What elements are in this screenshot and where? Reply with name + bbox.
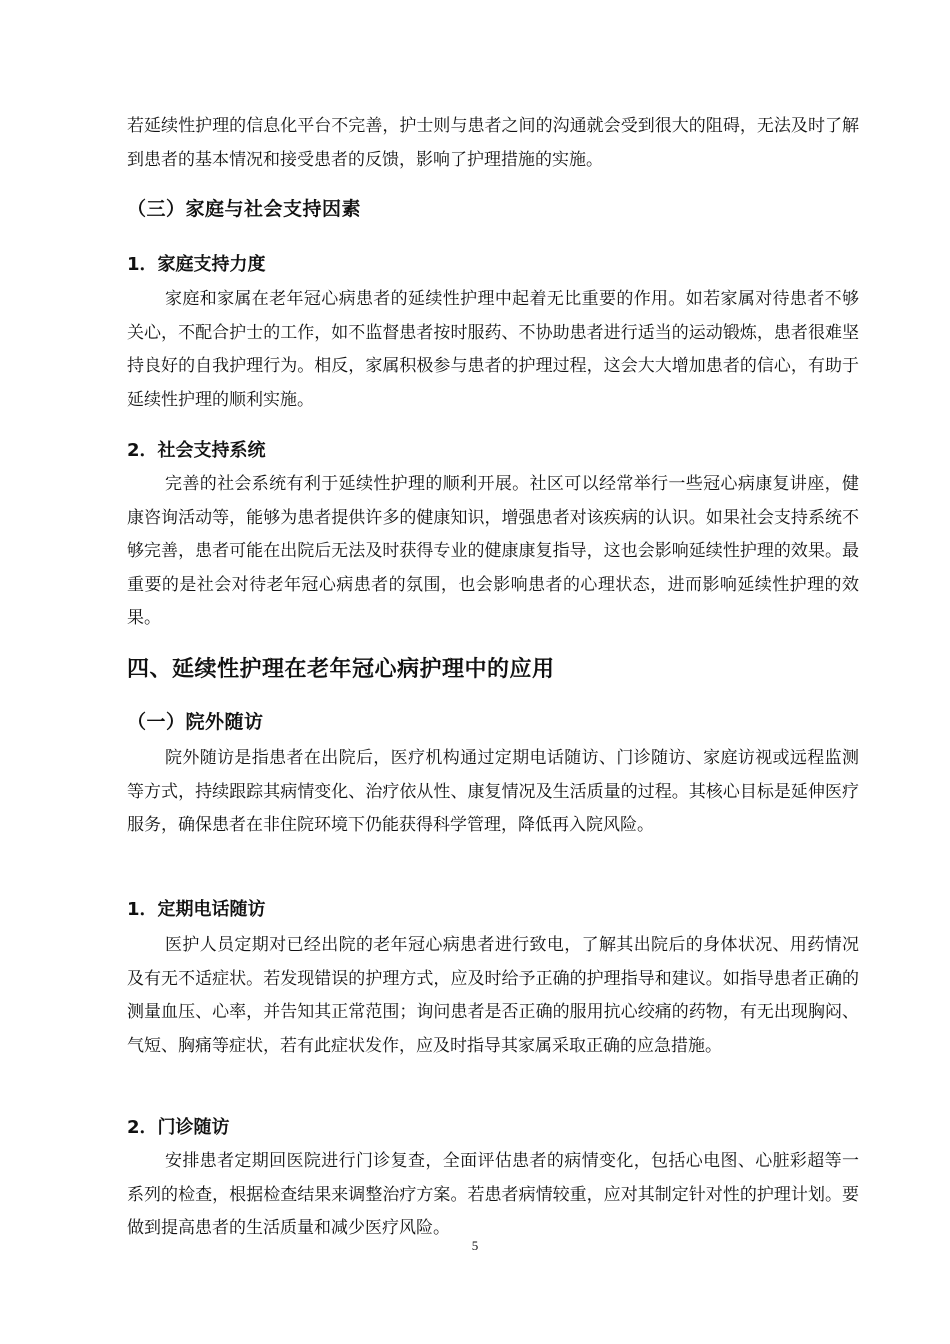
document-page [127, 0, 859, 1344]
heading-outpatient-followup: （一）院外随访 [127, 711, 264, 733]
heading-family-support: 1．家庭支持力度 [127, 254, 266, 275]
intro-paragraph: 若延续性护理的信息化平台不完善，护士则与患者之间的沟通就会受到很大的阻碍，无法及时了解到患者的基本情况和接受患者的反馈，影响了护理措施的实施。 [127, 116, 859, 170]
heading-phone-followup: 1．定期电话随访 [127, 899, 266, 920]
paragraph-social-support: 完善的社会系统有利于延续性护理的顺利开展。社区可以经常举行一些冠心病康复讲座，健康咨询活动等，能够为患者提供许多的健康知识，增强患者对该疾病的认识。如果社会支持系统不够完善，患者可能在出院后无法及时获得专业的健康康复指导，这也会影响延续性护理的效果。最重要的是社会对待老年冠心病患者的氛围，也会影响患者的心理状态，进而影响延续性护理的效果。 [127, 474, 859, 628]
paragraph-family-support: 家庭和家属在老年冠心病患者的延续性护理中起着无比重要的作用。如若家属对待患者不够关心，不配合护士的工作，如不监督患者按时服药、不协助患者进行适当的运动锻炼，患者很难坚持良好的自我护理行为。相反，家属积极参与患者的护理过程，这会大大增加患者的信心，有助于延续性护理的顺利实施。 [127, 289, 859, 410]
heading-social-support: 2．社会支持系统 [127, 440, 266, 461]
paragraph-outpatient-followup: 院外随访是指患者在出院后，医疗机构通过定期电话随访、门诊随访、家庭访视或远程监测等方式，持续跟踪其病情变化、治疗依从性、康复情况及生活质量的过程。其核心目标是延伸医疗服务，确保患者在非住院环境下仍能获得科学管理，降低再入院风险。 [127, 748, 859, 835]
page-number: 5 [471, 1238, 479, 1253]
heading-clinic-followup: 2．门诊随访 [127, 1117, 230, 1138]
paragraph-phone-followup: 医护人员定期对已经出院的老年冠心病患者进行致电，了解其出院后的身体状况、用药情况及有无不适症状。若发现错误的护理方式，应及时给予正确的护理指导和建议。如指导患者正确的测量血压、心率，并告知其正常范围；询问患者是否正确的服用抗心绞痛的药物，有无出现胸闷、气短、胸痛等症状，若有此症状发作，应及时指导其家属采取正确的应急措施。 [127, 935, 859, 1056]
paragraph-clinic-followup: 安排患者定期回医院进行门诊复查，全面评估患者的病情变化，包括心电图、心脏彩超等一系列的检查，根据检查结果来调整治疗方案。若患者病情较重，应对其制定针对性的护理计划。要做到提高患者的生活质量和减少医疗风险。 [127, 1151, 859, 1238]
heading-family-social-support: （三）家庭与社会支持因素 [127, 198, 362, 220]
heading-section-four: 四、延续性护理在老年冠心病护理中的应用 [127, 657, 555, 682]
